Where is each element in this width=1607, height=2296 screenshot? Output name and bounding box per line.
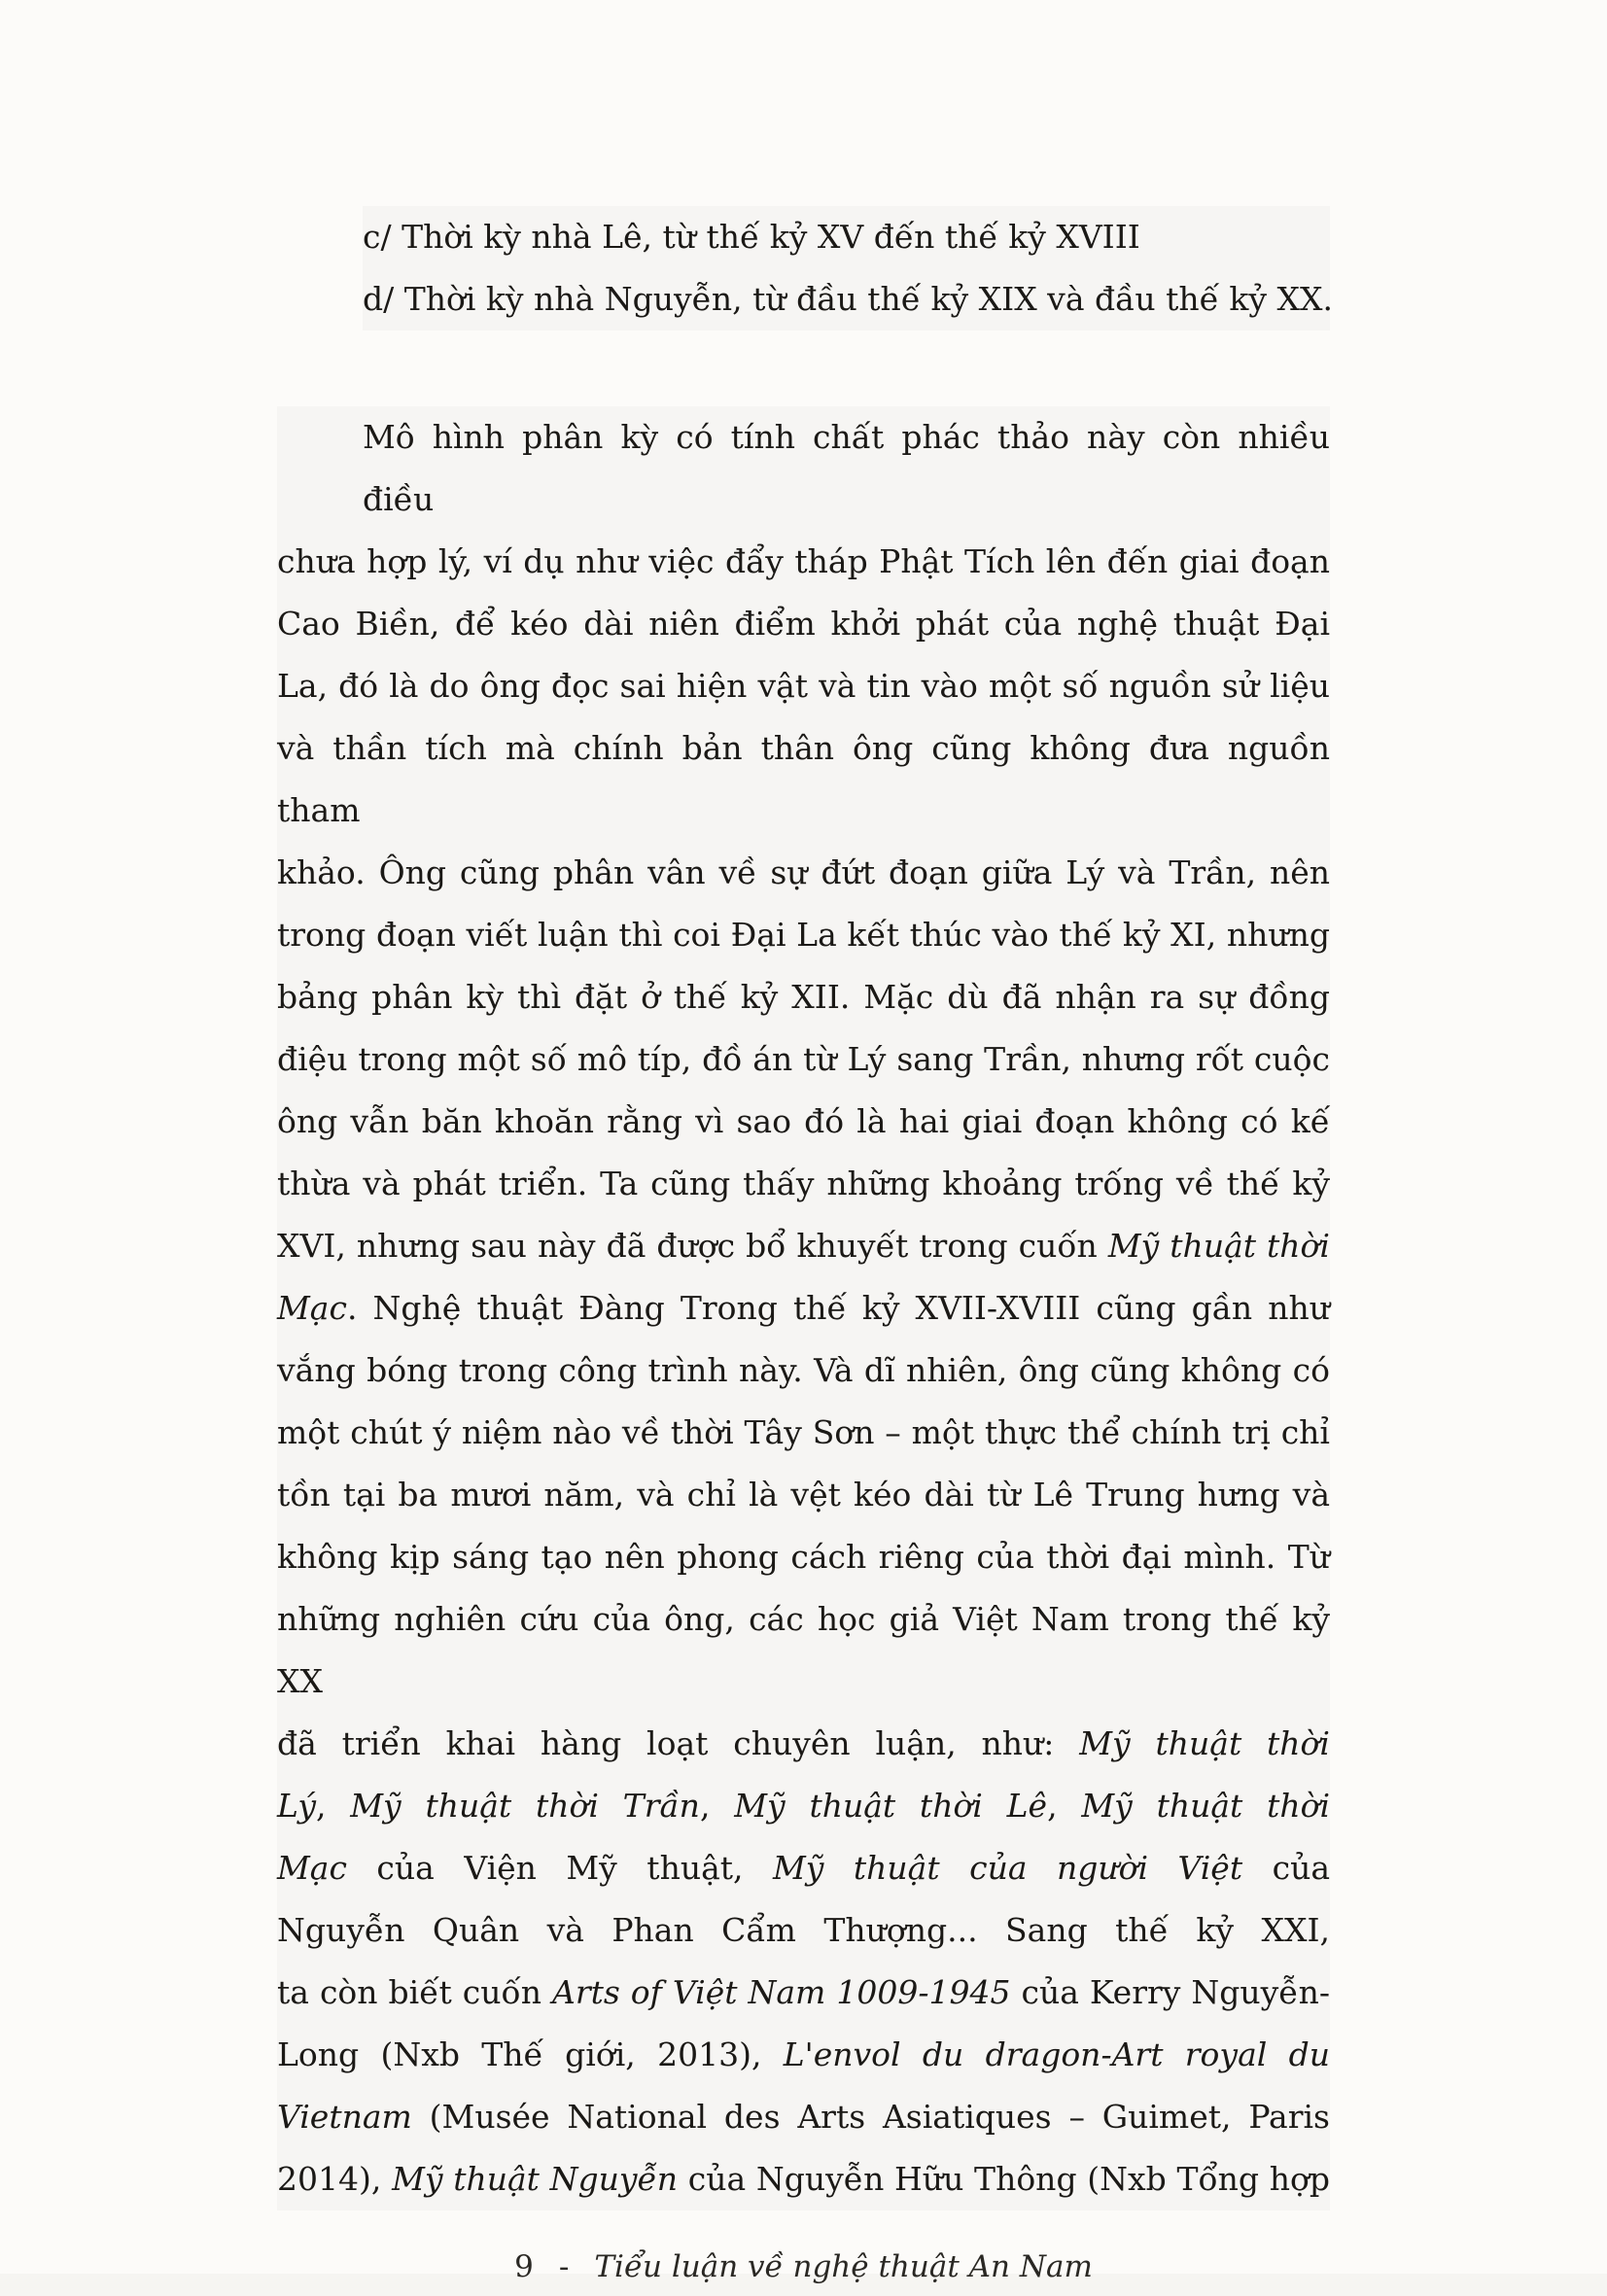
paragraph-line: [277, 1277, 1330, 1339]
paragraph-line: [277, 1215, 1330, 1277]
paragraph-line: [277, 1526, 1330, 1588]
book-title-text: Mỹ thuật Nguyễn: [392, 2160, 679, 2198]
paragraph-line: [277, 2148, 1330, 2210]
book-title-text: Mỹ thuật thời Lê: [734, 1787, 1048, 1825]
paragraph-line: [277, 1153, 1330, 1215]
paragraph-line: [277, 842, 1330, 904]
body-text: chưa hợp lý, ví dụ như việc đẩy tháp Phật Tích lên đến giai đoạn: [277, 542, 1330, 580]
body-text: bảng phân kỳ thì đặt ở thế kỷ XII. Mặc dù đã nhận ra sự đồng: [277, 978, 1330, 1016]
body-text: 2014),: [277, 2160, 393, 2198]
body-text: . Nghệ thuật Đàng Trong thế kỷ XVII-XVIII cũng gần như: [346, 1289, 1330, 1327]
footer-separator: -: [558, 2249, 570, 2284]
paragraph-line: [277, 966, 1330, 1028]
body-text: c/ Thời kỳ nhà Lê, từ thế kỷ XV đến thế kỷ XVIII: [363, 218, 1140, 256]
body-text: trong đoạn viết luận thì coi Đại La kết thúc vào thế kỷ XI, nhưng: [277, 916, 1330, 954]
book-title-text: Mạc: [277, 1849, 347, 1887]
body-text: XVI, nhưng sau này đã được bổ khuyết trong cuốn: [277, 1227, 1108, 1265]
body-text: của Kerry Nguyễn-: [1010, 1973, 1330, 2011]
body-text: ,: [315, 1787, 351, 1825]
paragraph-line: [277, 1588, 1330, 1713]
book-title-text: Mỹ thuật thời: [1107, 1227, 1330, 1265]
paragraph-line: [277, 531, 1330, 593]
book-title-text: L'envol du dragon-Art royal du: [783, 2035, 1330, 2073]
list-item-line: [363, 206, 1330, 268]
paragraph-line: [277, 1899, 1330, 1962]
book-title-text: Arts of Việt Nam 1009-1945: [552, 1973, 1011, 2011]
paragraph-line: [277, 655, 1330, 717]
body-text: của: [1242, 1849, 1330, 1887]
body-text: điệu trong một số mô típ, đồ án từ Lý sang Trần, nhưng rốt cuộc: [277, 1040, 1330, 1078]
book-title-text: Mỹ thuật của người Việt: [772, 1849, 1243, 1887]
body-text: vắng bóng trong công trình này. Và dĩ nhiên, ông cũng không có: [277, 1351, 1330, 1389]
body-paragraph: [277, 406, 1330, 2210]
paragraph-line: [277, 1339, 1330, 1402]
paragraph-line: [277, 406, 1330, 531]
period-list: [363, 206, 1333, 330]
body-text: Long (Nxb Thế giới, 2013),: [277, 2035, 784, 2073]
paragraph-line: [277, 1402, 1330, 1464]
body-text: của Viện Mỹ thuật,: [346, 1849, 773, 1887]
paragraph-line: [277, 1775, 1330, 1837]
body-text: La, đó là do ông đọc sai hiện vật và tin vào một số nguồn sử liệu: [277, 667, 1330, 705]
body-text: Nguyễn Quân và Phan Cẩm Thượng... Sang thế kỷ XXI,: [277, 1911, 1330, 1949]
book-title-text: Mỹ thuật thời: [1081, 1787, 1331, 1825]
book-title-text: Mỹ thuật thời Trần: [350, 1787, 700, 1825]
body-text: và thần tích mà chính bản thân ông cũng không đưa nguồn tham: [277, 729, 1330, 829]
page-number: 9: [514, 2249, 534, 2284]
body-text: một chút ý niệm nào về thời Tây Sơn – một thực thể chính trị chỉ: [277, 1413, 1330, 1451]
paragraph-line: [277, 1028, 1330, 1091]
book-title-text: Vietnam: [277, 2098, 412, 2136]
body-text: thừa và phát triển. Ta cũng thấy những khoảng trống về thế kỷ: [277, 1165, 1330, 1202]
paragraph-line: [277, 1091, 1330, 1153]
body-text: ta còn biết cuốn: [277, 1973, 552, 2011]
body-text: ,: [1047, 1787, 1082, 1825]
paragraph-line: [277, 1464, 1330, 1526]
body-text: đã triển khai hàng loạt chuyên luận, như:: [277, 1724, 1080, 1762]
body-text: không kịp sáng tạo nên phong cách riêng của thời đại mình. Từ: [277, 1538, 1330, 1576]
page-footer: [277, 2238, 1330, 2296]
body-text: Mô hình phân kỳ có tính chất phác thảo này còn nhiều điều: [363, 418, 1330, 518]
paragraph-line: [277, 593, 1330, 655]
paragraph-line: [277, 1713, 1330, 1775]
body-text: Cao Biền, để kéo dài niên điểm khởi phát của nghệ thuật Đại: [277, 605, 1330, 643]
paragraph-line: [277, 1837, 1330, 1899]
body-text: tồn tại ba mươi năm, và chỉ là vệt kéo dài từ Lê Trung hưng và: [277, 1476, 1330, 1513]
book-title-text: Mỹ thuật thời: [1079, 1724, 1330, 1762]
body-text: những nghiên cứu của ông, các học giả Việt Nam trong thế kỷ XX: [277, 1600, 1330, 1700]
body-text: khảo. Ông cũng phân vân về sự đứt đoạn giữa Lý và Trần, nên: [277, 853, 1330, 891]
body-text: ,: [699, 1787, 735, 1825]
paragraph-line: [277, 2086, 1330, 2148]
paragraph-line: [277, 1962, 1330, 2024]
body-text: của Nguyễn Hữu Thông (Nxb Tổng hợp: [678, 2160, 1330, 2198]
paragraph-line: [277, 904, 1330, 966]
paragraph-line: [277, 2024, 1330, 2086]
book-title-text: Mạc: [277, 1289, 347, 1327]
list-item-line: [363, 268, 1333, 330]
body-text: ông vẫn băn khoăn rằng vì sao đó là hai giai đoạn không có kế: [277, 1102, 1330, 1140]
footer-book-title: Tiểu luận về nghệ thuật An Nam: [594, 2249, 1093, 2284]
paragraph-line: [277, 717, 1330, 842]
body-text: d/ Thời kỳ nhà Nguyễn, từ đầu thế kỷ XIX và đầu thế kỷ XX.: [363, 280, 1333, 318]
body-text: (Musée National des Arts Asiatiques – Guimet, Paris: [411, 2098, 1330, 2136]
book-title-text: Lý: [277, 1787, 316, 1825]
